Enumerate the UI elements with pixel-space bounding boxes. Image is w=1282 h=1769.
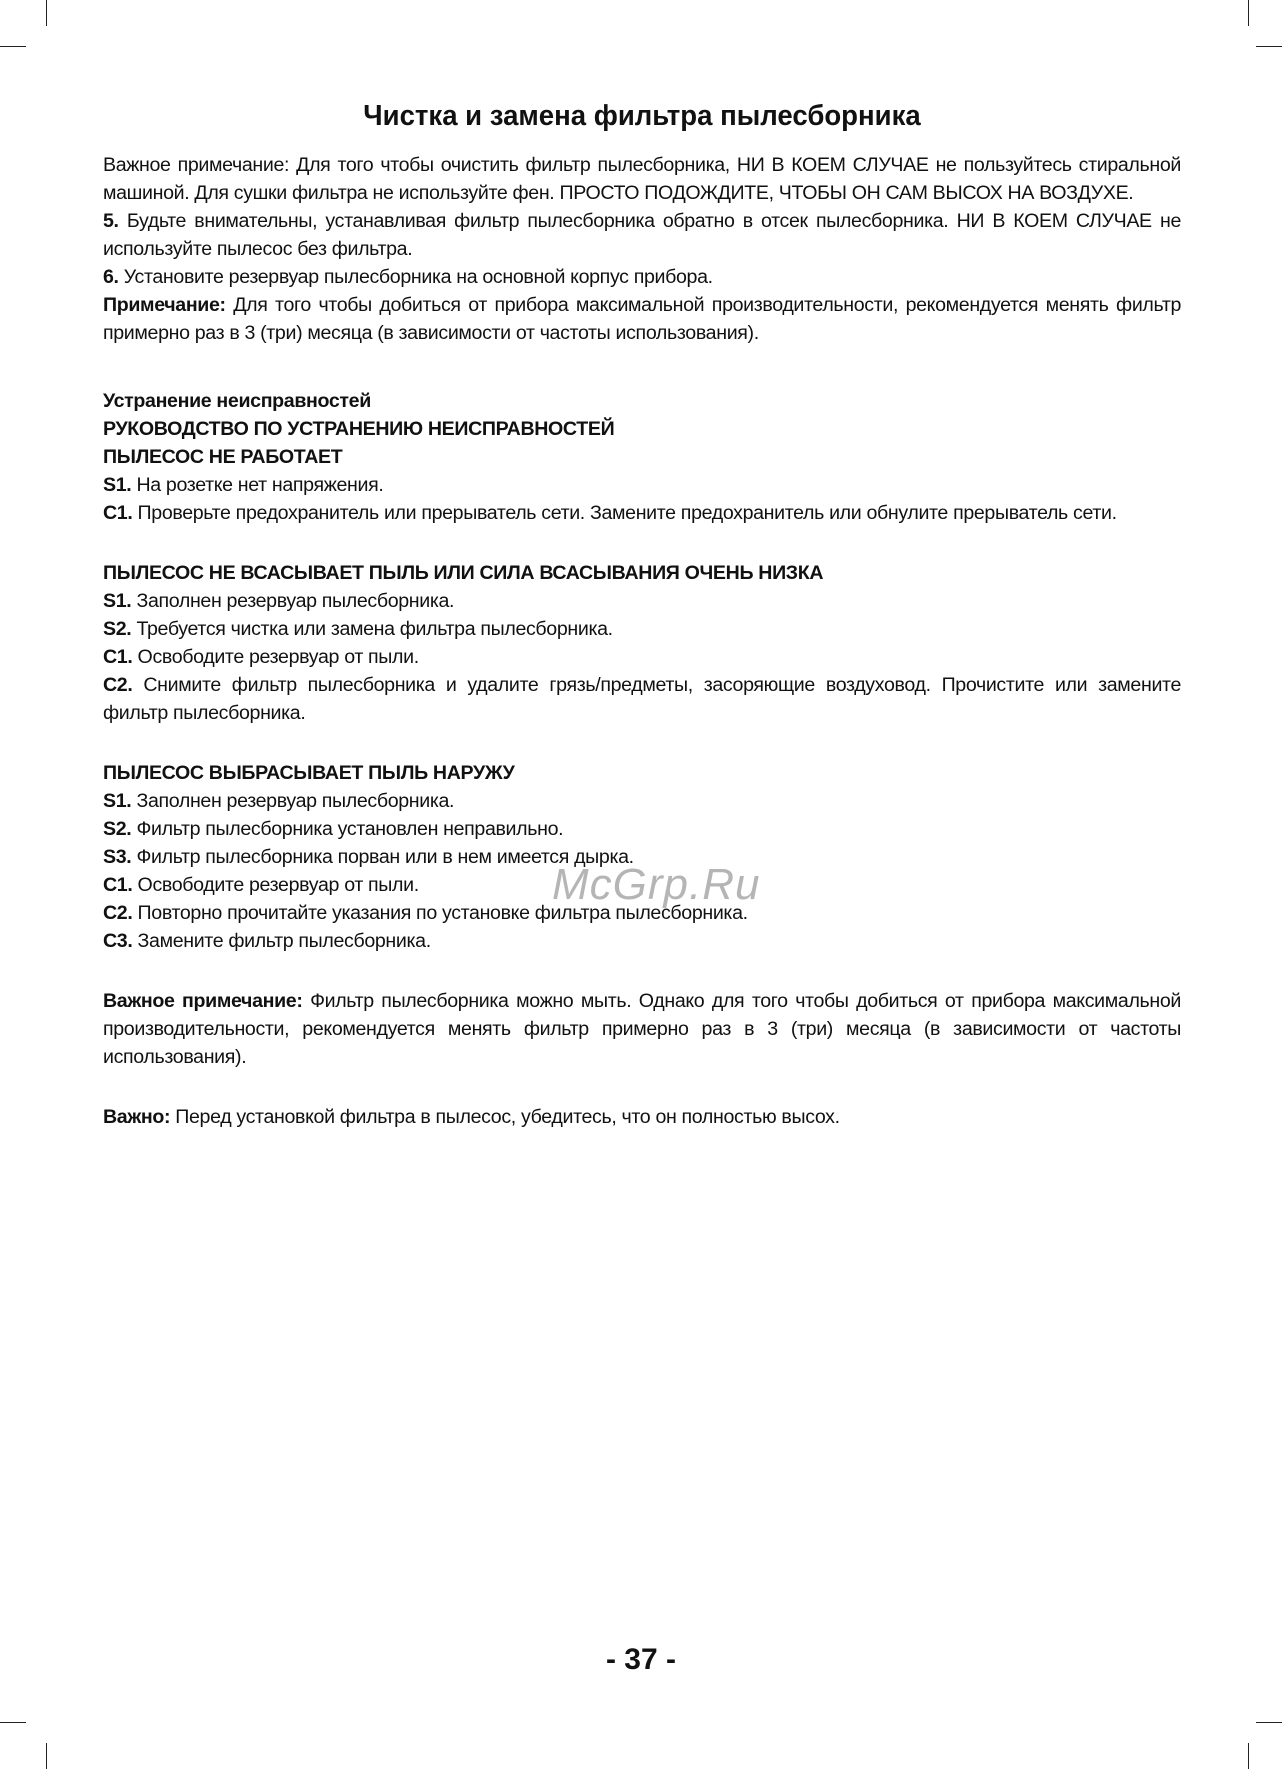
intro-paragraph: 6. Установите резервуар пылесборника на основной корпус прибора.	[103, 266, 713, 288]
problem-title: ПЫЛЕСОС НЕ РАБОТАЕТ	[103, 446, 343, 468]
list-item: S2. Фильтр пылесборника установлен неправильно.	[103, 818, 564, 840]
crop-mark	[1256, 46, 1282, 47]
crop-mark	[1256, 1722, 1282, 1723]
list-item: C1. Освободите резервуар от пыли.	[103, 874, 419, 896]
list-item: S1. Заполнен резервуар пылесборника.	[103, 790, 455, 812]
crop-mark	[0, 1722, 26, 1723]
list-item: C3. Замените фильтр пылесборника.	[103, 930, 431, 952]
problem-title: ПЫЛЕСОС НЕ ВСАСЫВАЕТ ПЫЛЬ ИЛИ СИЛА ВСАСЫВАНИЯ ОЧЕНЬ НИЗКА	[103, 562, 824, 584]
problem-title: ПЫЛЕСОС ВЫБРАСЫВАЕТ ПЫЛЬ НАРУЖУ	[103, 762, 515, 784]
crop-mark	[46, 1743, 47, 1769]
list-item: S1. На розетке нет напряжения.	[103, 474, 384, 496]
document-page	[103, 100, 1181, 1131]
intro-paragraph: Примечание: Для того чтобы добиться от прибора максимальной производительности, рекомендуется менять фильтр примерно раз в 3 (три) месяца (в зависимости от частоты использования).	[103, 294, 1181, 344]
important-note: Важное примечание: Фильтр пылесборника можно мыть. Однако для того чтобы добиться от прибора максимальной производительности, рекомендуется менять фильтр примерно раз в 3 (три) месяца (в зависимости от частоты использования).	[103, 990, 1181, 1068]
page-title: Чистка и замена фильтра пылесборника	[363, 100, 921, 132]
list-item: S2. Требуется чистка или замена фильтра пылесборника.	[103, 618, 613, 640]
watermark: McGrp.Ru	[552, 860, 761, 909]
list-item: S3. Фильтр пылесборника порван или в нем имеется дырка.	[103, 846, 634, 868]
list-item: C1. Проверьте предохранитель или прерыватель сети. Замените предохранитель или обнулите прерыватель сети.	[103, 502, 1117, 524]
crop-mark	[1248, 1743, 1249, 1769]
list-item: C2. Повторно прочитайте указания по установке фильтра пылесборника.	[103, 902, 748, 924]
crop-mark	[1248, 0, 1249, 26]
list-item: S1. Заполнен резервуар пылесборника.	[103, 590, 455, 612]
section-heading: Устранение неисправностей	[103, 390, 371, 412]
list-item: C2. Снимите фильтр пылесборника и удалите грязь/предметы, засоряющие воздуховод. Прочистите или замените фильтр пылесборника.	[103, 674, 1181, 724]
crop-mark	[0, 46, 26, 47]
list-item: C1. Освободите резервуар от пыли.	[103, 646, 419, 668]
section-subheading: РУКОВОДСТВО ПО УСТРАНЕНИЮ НЕИСПРАВНОСТЕЙ	[103, 418, 615, 440]
page-number: - 37 -	[605, 1643, 677, 1676]
intro-paragraph: 5. Будьте внимательны, устанавливая фильтр пылесборника обратно в отсек пылесборника. НИ В КОЕМ СЛУЧАЕ не используйте пылесос без фильтра.	[103, 210, 1181, 260]
crop-mark	[46, 0, 47, 26]
intro-paragraph: Важное примечание: Для того чтобы очистить фильтр пылесборника, НИ В КОЕМ СЛУЧАЕ не пользуйтесь стиральной машиной. Для сушки фильтра не используйте фен. ПРОСТО ПОДОЖДИТЕ, ЧТОБЫ ОН САМ ВЫСОХ НА ВОЗДУХЕ.	[103, 154, 1181, 204]
important-warning: Важно: Перед установкой фильтра в пылесос, убедитесь, что он полностью высох.	[103, 1106, 840, 1128]
